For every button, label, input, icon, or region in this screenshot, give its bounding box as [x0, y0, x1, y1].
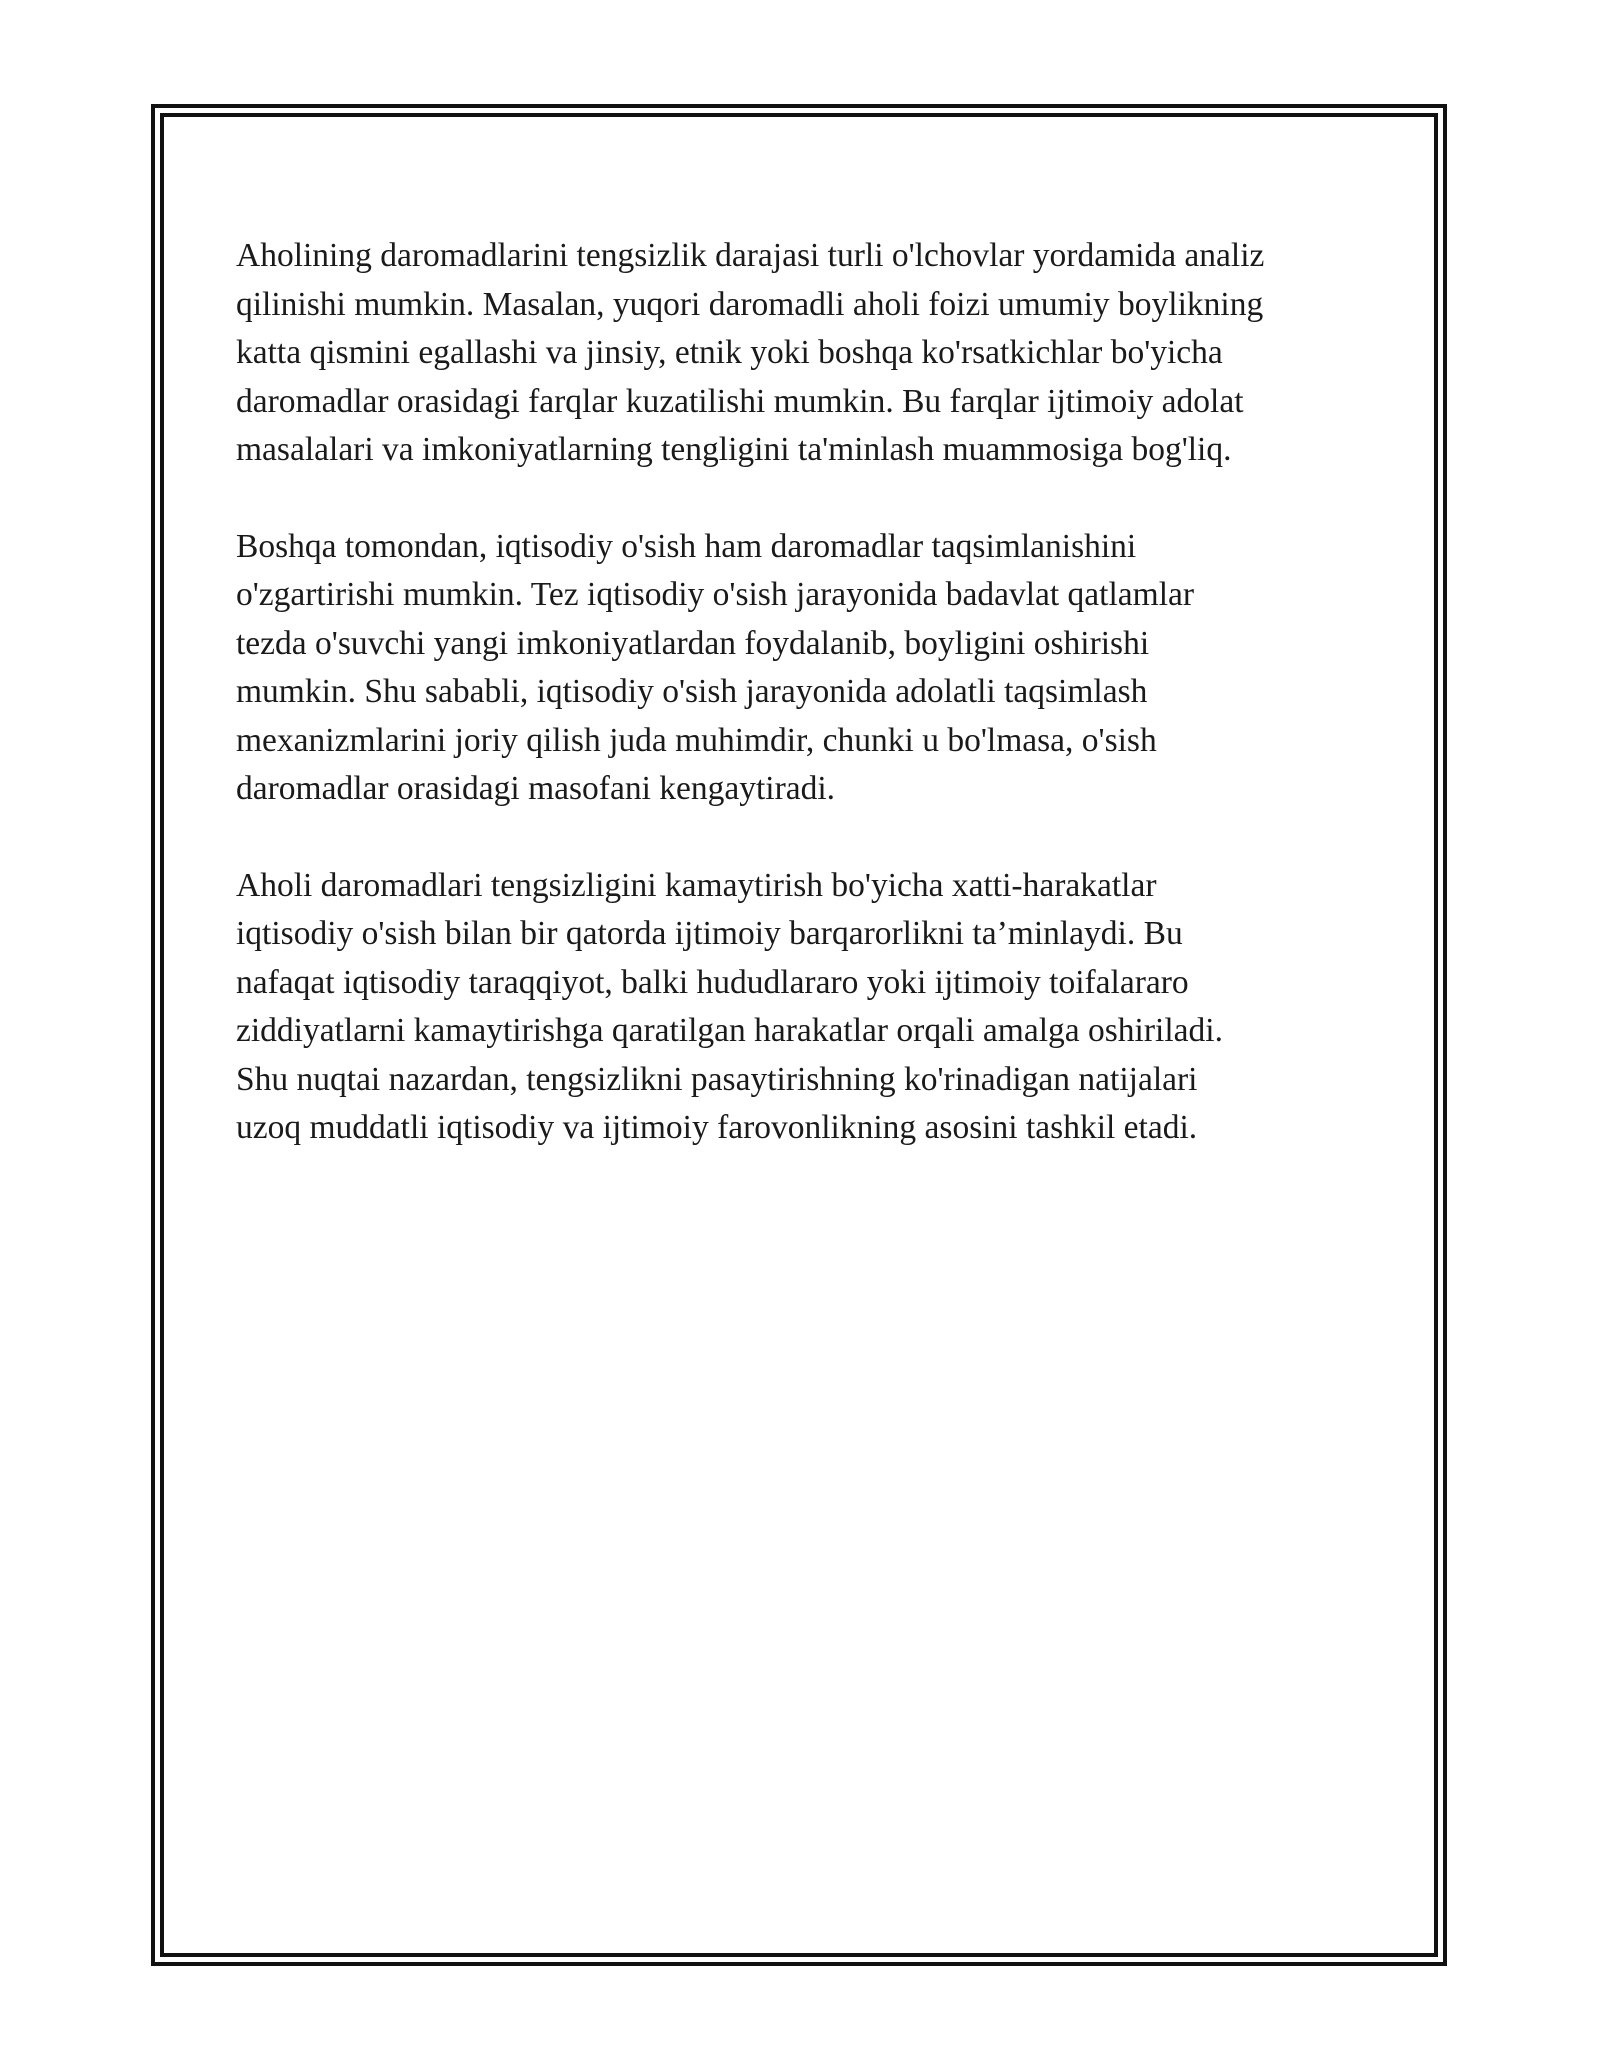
paragraph-1: Aholining daromadlarini tengsizlik darajasi turli o'lchovlar yordamida analiz qilinishi mumkin. Masalan, yuqori daromadli aholi foizi umumiy boylikning katta qismini egallashi va jinsiy, etnik yoki boshqa ko'rsatkichlar bo'yicha daromadlar orasidagi farqlar kuzatilishi mumkin. Bu farqlar ijtimoiy adolat masalalari va imkoniyatlarning tengligini ta'minlash muammosiga bog'liq. — [236, 237, 1265, 468]
paragraph-3: Aholi daromadlari tengsizligini kamaytirish bo'yicha xatti-harakatlar iqtisodiy o'sish bilan bir qatorda ijtimoiy barqarorlikni ta’minlaydi. Bu nafaqat iqtisodiy taraqqiyot, balki hududlararo yoki ijtimoiy toifalararo ziddiyatlarni kamaytirishga qaratilgan harakatlar orqali amalga oshiriladi. Shu nuqtai nazardan, tengsizlikni pasaytirishning ko'rinadigan natijalari uzoq muddatli iqtisodiy va ijtimoiy farovonlikning asosini tashkil etadi. — [236, 866, 1223, 1146]
document-body — [236, 232, 1376, 1201]
paragraph-2: Boshqa tomondan, iqtisodiy o'sish ham daromadlar taqsimlanishini o'zgartirishi mumkin. Tez iqtisodiy o'sish jarayonida badavlat qatlamlar tezda o'suvchi yangi imkoniyatlardan foydalanib, boyligini oshirishi mumkin. Shu sababli, iqtisodiy o'sish jarayonida adolatli taqsimlash mexanizmlarini joriy qilish juda muhimdir, chunki u bo'lmasa, o'sish daromadlar orasidagi masofani kengaytiradi. — [236, 527, 1195, 807]
